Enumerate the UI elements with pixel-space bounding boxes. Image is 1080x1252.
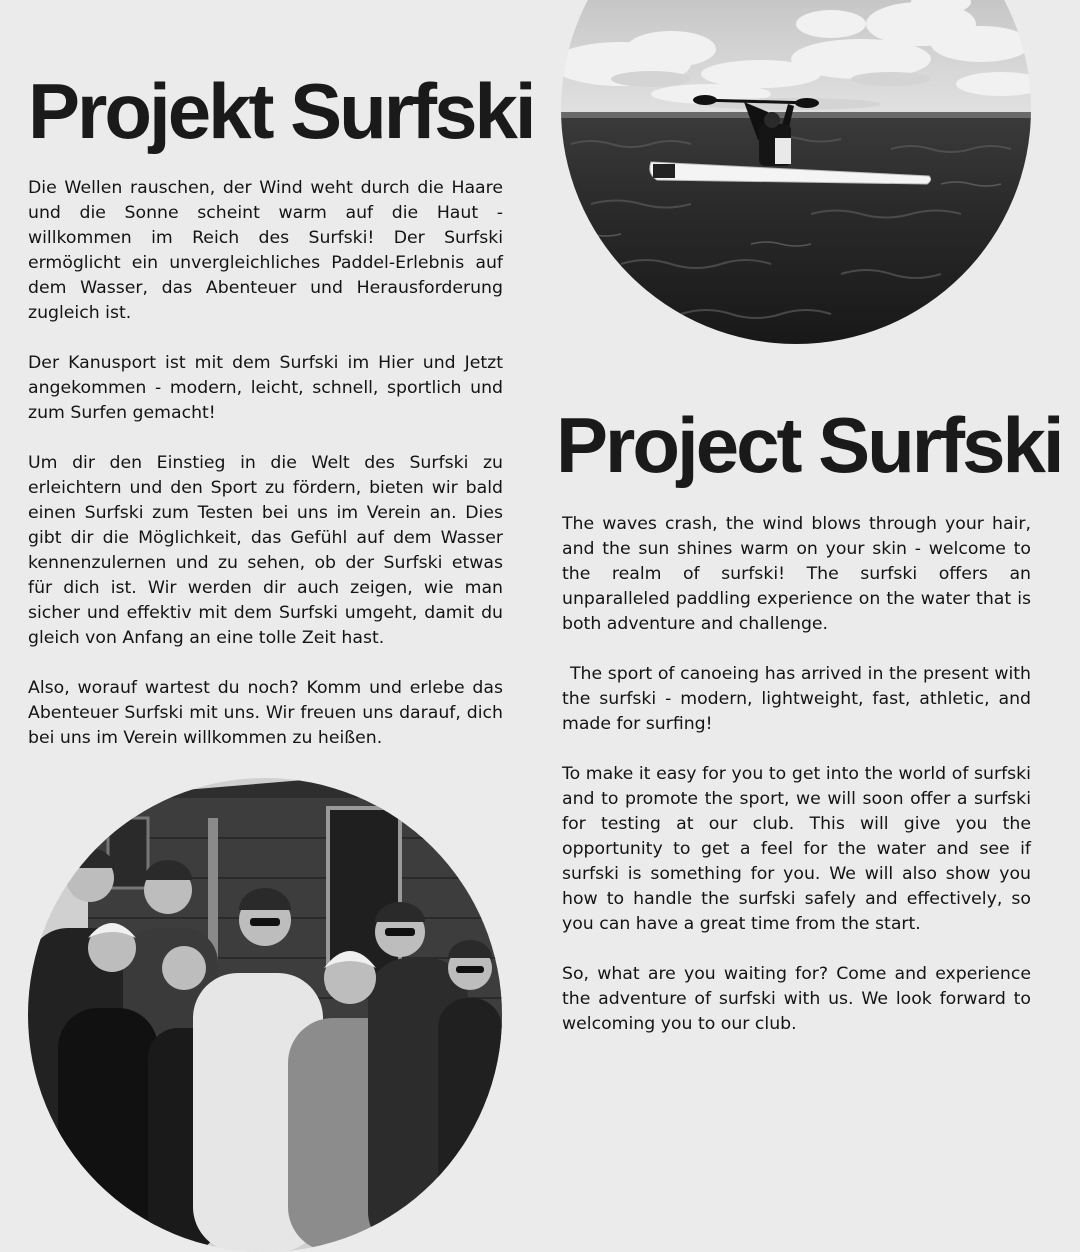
german-title: Projekt Surfski xyxy=(28,67,534,155)
english-body xyxy=(562,512,1031,1037)
german-paragraph-2: Der Kanusport ist mit dem Surfski im Hier und Jetzt angekommen - modern, leicht, schnell, sportlich und zum Surfen gemacht! xyxy=(28,353,503,423)
english-paragraph-1: The waves crash, the wind blows through your hair, and the sun shines warm on your skin - welcome to the realm of surfski! The surfski offers an unparalleled paddling experience on the water that is both adventure and challenge. xyxy=(562,514,1031,634)
english-paragraph-4: So, what are you waiting for? Come and experience the adventure of surfski with us. We look forward to welcoming you to our club. xyxy=(562,964,1031,1034)
german-paragraph-3: Um dir den Einstieg in die Welt des Surfski zu erleichtern und den Sport zu fördern, bieten wir bald einen Surfski zum Testen bei uns im Verein an. Dies gibt dir die Möglichkeit, das Gefühl auf dem Wasser kennenzulernen und zu sehen, ob der Surfski etwas für dich ist. Wir werden dir auch zeigen, wie man sicher und effektiv mit dem Surfski umgeht, damit du gleich von Anfang an eine tolle Zeit hast. xyxy=(28,453,503,648)
german-body xyxy=(28,176,503,751)
surfski-kayak-photo xyxy=(561,0,1031,344)
german-paragraph-1: Die Wellen rauschen, der Wind weht durch die Haare und die Sonne scheint warm auf die Haut - willkommen im Reich des Surfski! Der Surfski ermöglicht ein unvergleichliches Paddel-Erlebnis auf dem Wasser, das Abenteuer und Herausforderung zugleich ist. xyxy=(28,178,503,323)
club-group-photo xyxy=(28,778,502,1252)
english-paragraph-3: To make it easy for you to get into the world of surfski and to promote the sport, we will soon offer a surfski for testing at our club. This will give you the opportunity to get a feel for the water and see if surfski is something for you. We will also show you how to handle the surfski safely and effectively, so you can have a great time from the start. xyxy=(562,764,1031,934)
german-paragraph-4: Also, worauf wartest du noch? Komm und erlebe das Abenteuer Surfski mit uns. Wir freuen uns darauf, dich bei uns im Verein willkommen zu heißen. xyxy=(28,678,503,748)
english-title: Project Surfski xyxy=(556,401,1062,489)
english-paragraph-2: The sport of canoeing has arrived in the present with the surfski - modern, lightweight, fast, athletic, and made for surfing! xyxy=(562,664,1031,734)
